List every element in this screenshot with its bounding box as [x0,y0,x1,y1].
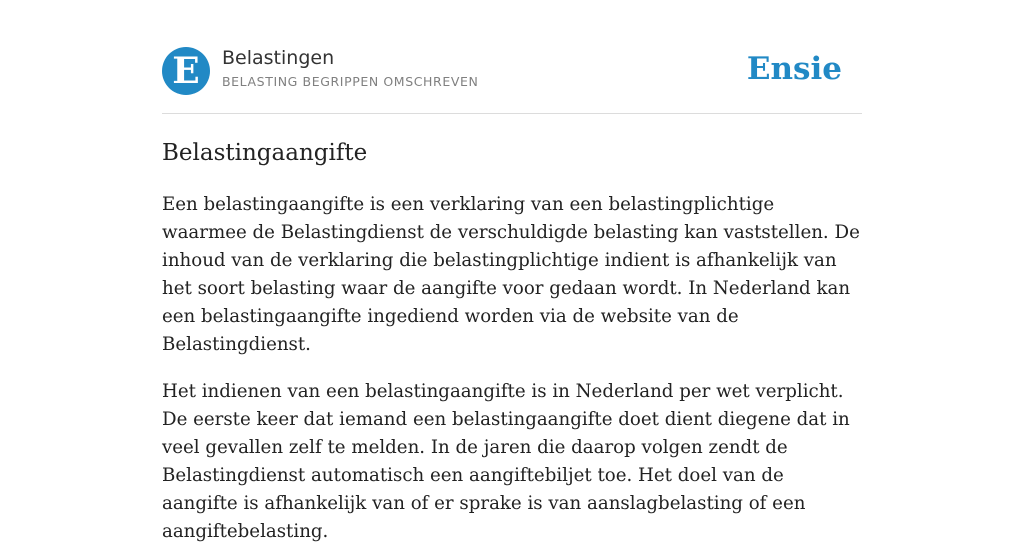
header [162,46,862,96]
article-paragraph: Het indienen van een belastingaangifte is in Nederland per wet verplicht. De eerste keer dat iemand een belastingaangifte doet dient diegene dat in veel gevallen zelf te melden. In de jaren die daarop volgen zendt de Belastingdienst automatisch een aangiftebiljet toe. Het doel van de aangifte is afhankelijk van of er sprake is van aanslagbelasting of een aangiftebelasting. [162,381,850,542]
category-subtitle: BELASTING BEGRIPPEN OMSCHREVEN [222,74,479,89]
ensie-logo-icon[interactable]: E [162,47,210,95]
brand-logo[interactable]: Ensie [746,51,842,87]
article-paragraph: Een belastingaangifte is een verklaring van een belastingplichtige waarmee de Belastingdienst de verschuldigde belasting kan vaststellen. De inhoud van de verklaring die belastingplichtige indient is afhankelijk van het soort belasting waar de aangifte voor gedaan wordt. In Nederland kan een belastingaangifte ingediend worden via de website van de Belastingdienst. [162,194,860,355]
article-title: Belastingaangifte [162,140,368,166]
category-title[interactable]: Belastingen [222,47,335,69]
divider [162,113,862,114]
article [162,138,862,546]
